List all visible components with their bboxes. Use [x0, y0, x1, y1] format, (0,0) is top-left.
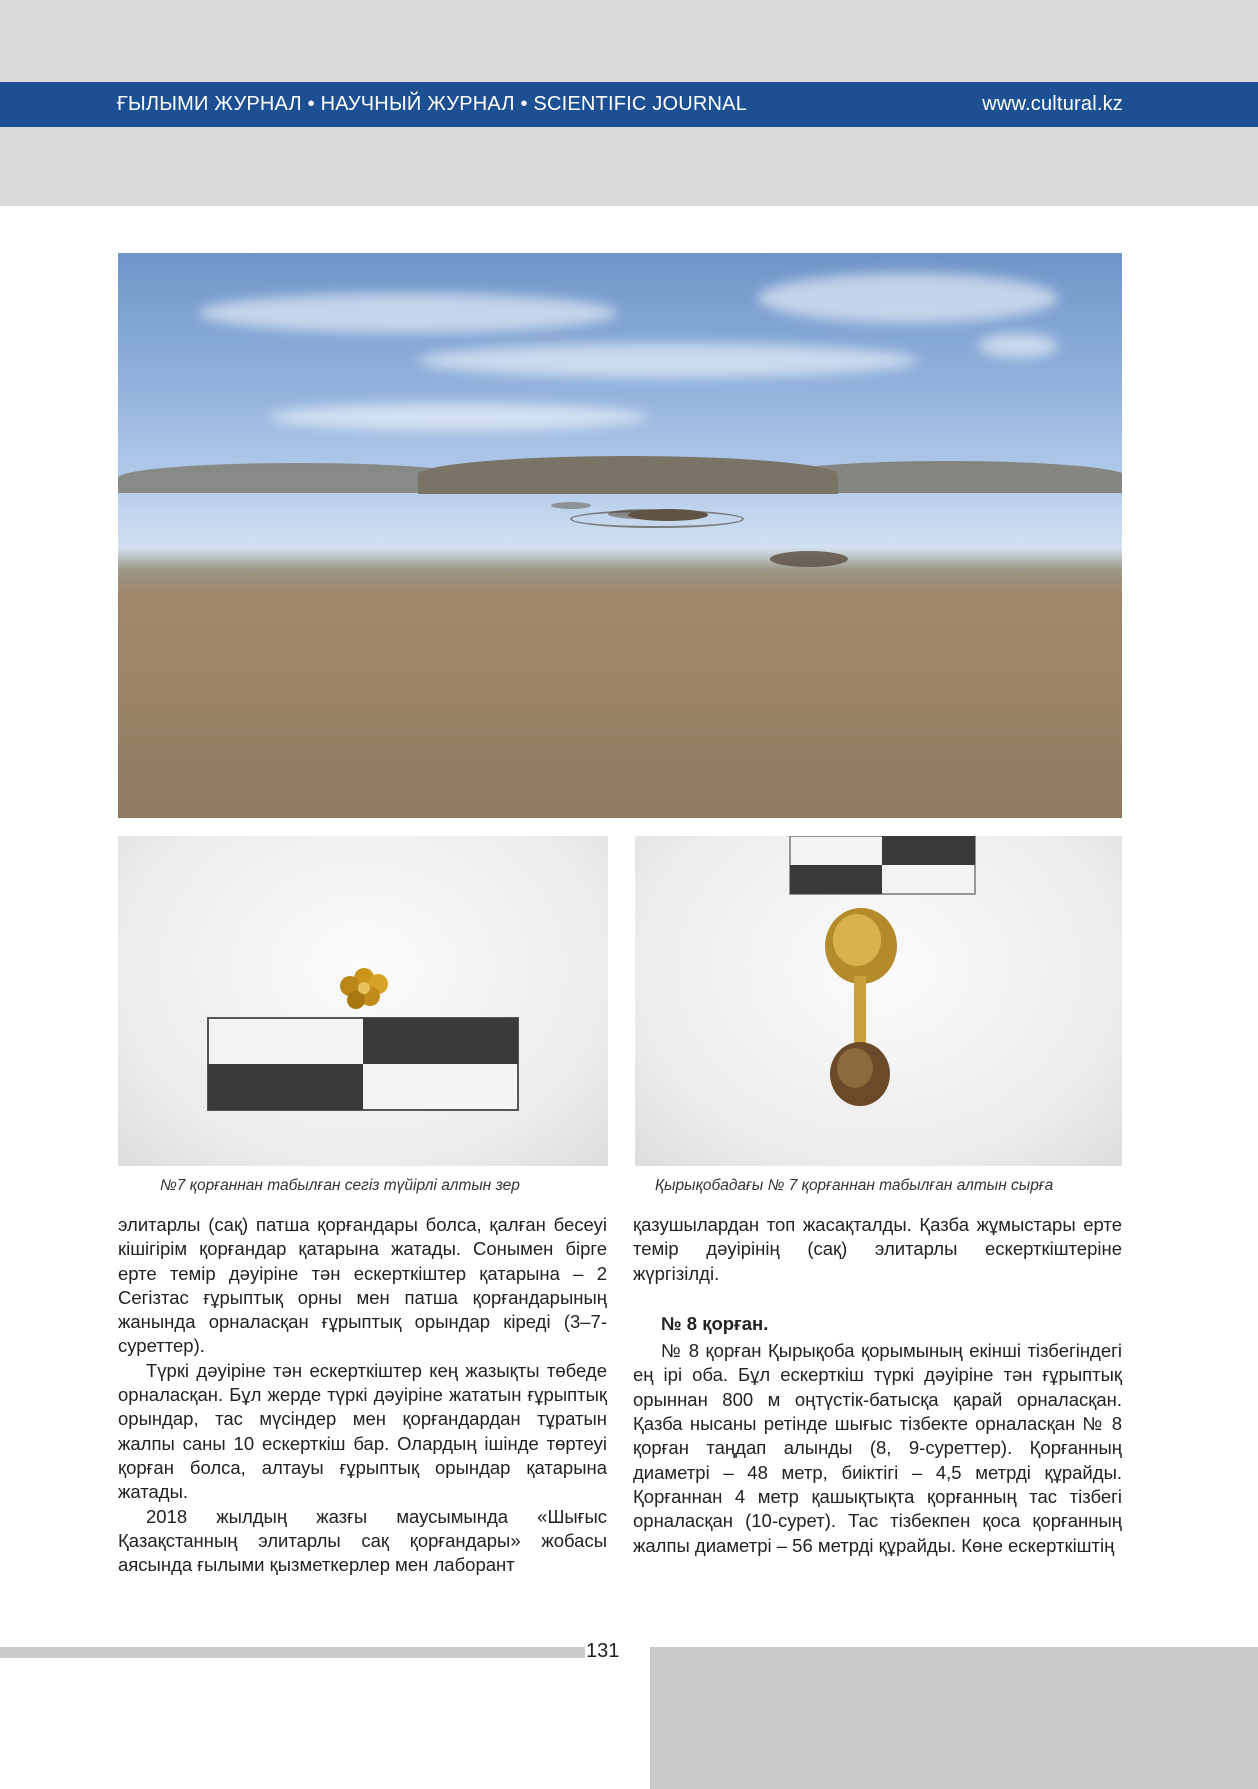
page-number: 131 — [586, 1640, 620, 1662]
footer-band — [650, 1647, 1258, 1789]
paragraph: 2018 жылдың жазғы маусымында «Шығыс Қазақстанның элитарлы сақ қорғандары» жобасы аясында ғылыми қызметкерлер мен лаборант — [118, 1505, 607, 1576]
paragraph: № 8 қорған Қырықоба қорымының екінші тізбегіндегі ең ірі оба. Бұл ескерткіш түркі дәуіріне тән ғұрыптық орыннан 800 м оңтүстік-батысқа қарай орналасқан. Қазба нысаны ретінде шығыс тізбекте орналасқан № 8 қорған таңдап алынды (8, 9-суреттер). Қорғанның диаметрі – 48 метр, биіктігі – 4,5 метрді құрайды. Қорғаннан 4 метр қашықтықта қорғанның тас тізбегі орналасқан (10-сурет). Тас тізбекпен қоса қорғанның жалпы диаметрі – 56 метрді құрайды. Көне ескерткіштің — [633, 1340, 1122, 1556]
paragraph: Түркі дәуіріне тән ескерткіштер кең жазықты төбеде орналасқан. Бұл жерде түркі дәуіріне жататын ғұрыптық орындар, тас мүсіндер мен қорғандардан тұратын жалпы саны 10 ескерткіш бар. Олардың ішінде төртеуі қорған болса, алтауы ғұрыптық орындар қатарына жатады. — [118, 1359, 607, 1503]
journal-website: www.cultural.kz — [982, 93, 1123, 115]
footer-divider — [0, 1647, 585, 1658]
journal-title: ҒЫЛЫМИ ЖУРНАЛ • НАУЧНЫЙ ЖУРНАЛ • SCIENTIFIC JOURNAL — [117, 93, 748, 115]
caption-gold-bead: №7 қорғаннан табылған сегіз түйірлі алтын зер — [160, 1177, 520, 1194]
paragraph: қазушылардан топ жасақталды. Қазба жұмыстары ерте темір дәуірінің (сақ) элитарлы ескерткіштеріне жүргізілді. — [633, 1214, 1122, 1284]
text-column-left — [118, 1213, 607, 1577]
gold-bead-photo — [118, 836, 608, 1166]
caption-gold-earring: Қырықобадағы № 7 қорғаннан табылған алтын сырға — [655, 1177, 1054, 1194]
paragraph: элитарлы (сақ) патша қорғандары болса, қалған бесеуі кішігірім қорғандар қатарына жатады. Сонымен бірге ерте темір дәуіріне тән ескерткіштер қатарына – 2 Сегізтас ғұрыптық орны мен патша қорғандарының жанында орналасқан ғұрыптық орындар кіреді (3–7-суреттер). — [118, 1214, 607, 1357]
steppe-landscape-photo — [118, 253, 1122, 818]
section-heading: № 8 қорған. — [661, 1312, 769, 1334]
journal-header-bar — [0, 82, 1258, 127]
text-column-right — [633, 1213, 1122, 1558]
gold-earring-photo — [635, 836, 1122, 1166]
